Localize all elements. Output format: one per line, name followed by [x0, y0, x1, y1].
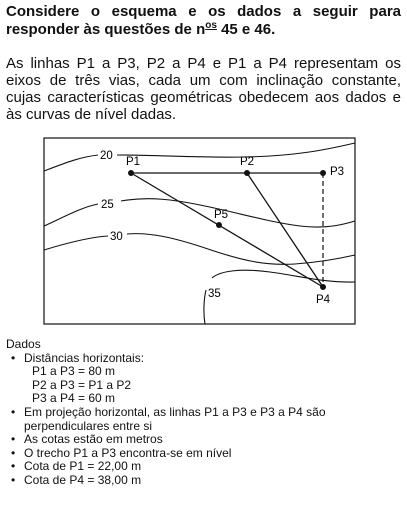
data-item: • O trecho P1 a P3 encontra-se em nível	[6, 447, 404, 461]
heading-superscript: os	[205, 20, 217, 31]
point-label-p4: P4	[316, 294, 331, 306]
contour-label-30: 30	[110, 231, 123, 243]
contour-line-20	[44, 143, 355, 171]
contour-line-30	[44, 234, 355, 265]
point-p3	[320, 170, 326, 176]
point-p2	[244, 170, 250, 176]
contour-label-25: 25	[101, 199, 114, 211]
data-item: • Cota de P4 = 38,00 m	[6, 474, 404, 488]
axis-p2-p4	[247, 173, 323, 287]
data-list	[6, 352, 404, 488]
contour-label-20: 20	[100, 150, 113, 162]
data-item: • As cotas estão em metros	[6, 433, 404, 447]
distances-title: • Distâncias horizontais:	[24, 350, 145, 365]
data-distances-item	[6, 352, 404, 366]
point-p5	[216, 222, 222, 228]
axis-p1-p4	[131, 173, 323, 287]
point-label-p3: P3	[330, 166, 345, 178]
point-label-p2: P2	[240, 156, 255, 168]
diagram-frame	[44, 138, 355, 324]
data-section	[6, 338, 404, 488]
contour-label-35: 35	[208, 288, 221, 300]
data-item: • Em projeção horizontal, as linhas P1 a P3 e P3 a P4 são perpendiculares entre si	[6, 406, 404, 433]
point-label-p5: P5	[214, 209, 229, 221]
distance-line: P2 a P3 = P1 a P2	[32, 377, 132, 392]
data-item: • Cota de P1 = 22,00 m	[6, 460, 404, 474]
distance-line: P3 a P4 = 60 m	[32, 391, 116, 406]
intro-paragraph: As linhas P1 a P3, P2 a P4 e P1 a P4 representam os eixos de três vias, cada um com inclinação constante, cujas características geométricas obedecem aos dados e às curvas de nível dadas.	[6, 55, 401, 123]
data-title: Dados	[6, 337, 41, 351]
heading-questions: 45 e 46.	[216, 21, 276, 38]
contour-line-25	[44, 199, 355, 227]
distance-line: P1 a P3 = 80 m	[32, 364, 116, 379]
point-label-p1: P1	[126, 156, 141, 168]
point-p1	[128, 170, 134, 176]
contour-line-35	[204, 270, 355, 324]
point-p4	[320, 284, 326, 290]
heading-text: Considere o esquema e os dados a seguir para responder às questões de n	[6, 3, 401, 38]
